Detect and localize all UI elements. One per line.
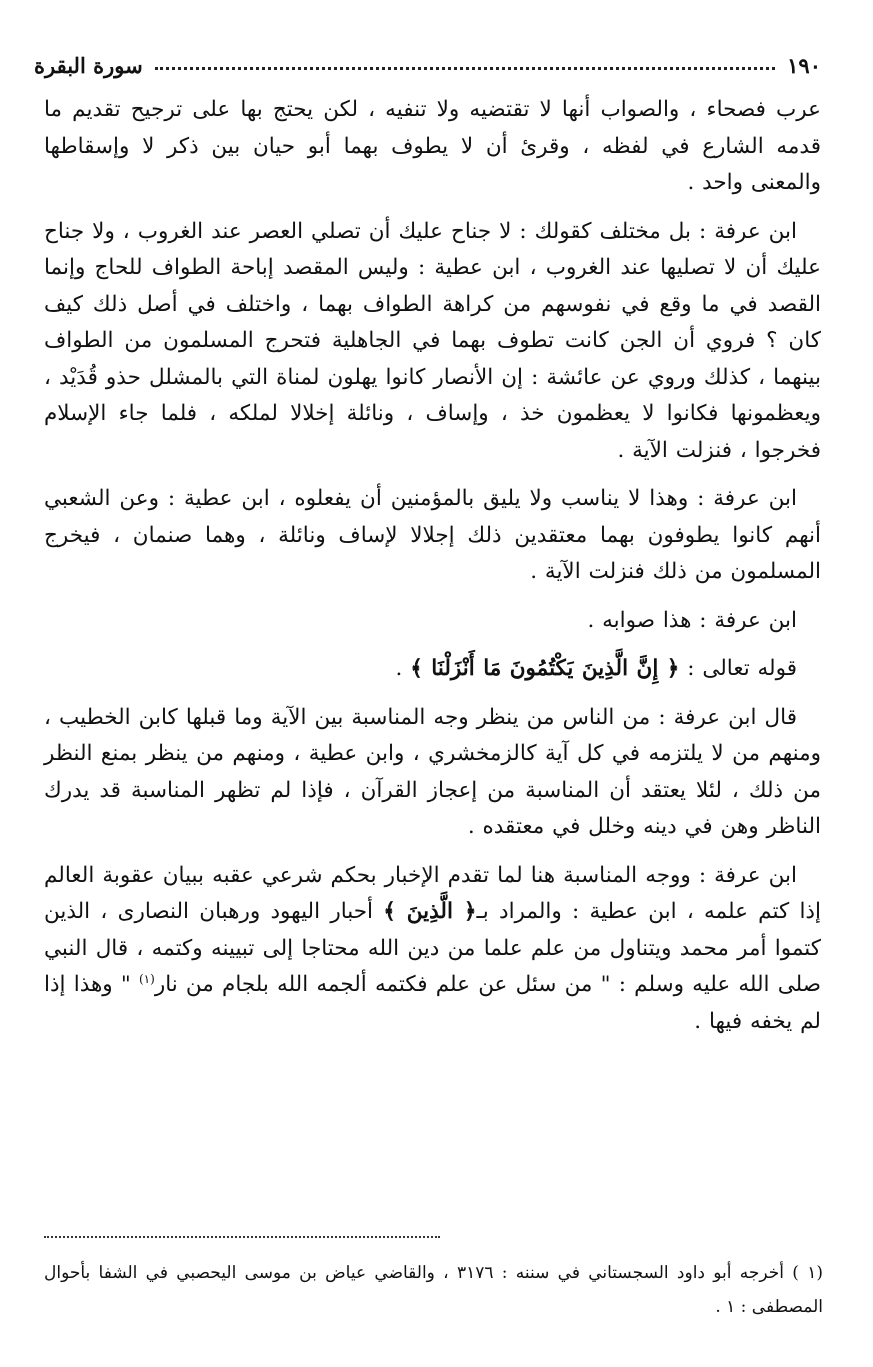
- verse-line-suffix: .: [395, 656, 411, 681]
- footnote-separator: [44, 1236, 440, 1238]
- paragraph-5: قال ابن عرفة : من الناس من ينظر وجه المناسبة بين الآية وما قبلها كابن الخطيب ، ومنهم من لا يلتزمه في كل آية كالزمخشري ، وابن عطية ، ومنهم من ينظر بمنع النظر من ذلك ، لئلا يعتقد أن المناسبة من إعجاز القرآن ، فإذا لم تظهر المناسبة قد يدرك الناظر وهن في دينه وخلل في معتقده .: [44, 704, 821, 839]
- paragraph-3: ابن عرفة : وهذا لا يناسب ولا يليق بالمؤمنين أن يفعلوه ، ابن عطية : وعن الشعبي أنهم كانوا يطوفون بهما معتقدين ذلك إجلالا لإساف ونائلة ، وهما صنمان ، فيخرج المسلمون من ذلك فنزلت الآية .: [44, 486, 821, 584]
- main-text: [44, 92, 821, 1052]
- verse-line-prefix: قوله تعالى :: [679, 656, 797, 681]
- paragraph-4: ابن عرفة : هذا صوابه .: [587, 607, 797, 633]
- footnote: (١ ) أخرجه أبو داود السجستاني في سننه : ٣١٧٦ ، والقاضي عياض بن موسى اليحصبي في الشفا بأحوال المصطفى : ١ .: [44, 1263, 823, 1317]
- surah-title: سورة البقرة: [34, 52, 143, 78]
- header-dotted-leader: [155, 67, 775, 70]
- footnote-marker: (١): [138, 971, 155, 986]
- paragraph-6-part-2: أحبار اليهود ورهبان النصارى ، الذين كتموا أمر محمد ويتناول من علم علما من دين الله محتاجا إلى تبيينه وكتمه ، قال النبي صلى الله عليه وسلم : " من سئل عن علم فكتمه ألجمه الله بلجام من نار: [44, 899, 821, 997]
- paragraph-6: [44, 858, 821, 1041]
- paragraph-1: عرب فصحاء ، والصواب أنها لا تقتضيه ولا تنفيه ، لكن يحتج بها على ترجيح تقديم ما قدمه الشارع في لفظه ، وقرئ أن لا يطوف بهما أبو حيان بين ذكر لا وإسقاطها والمعنى واحد .: [44, 97, 821, 195]
- running-header: [34, 48, 821, 82]
- quran-word: ﴿ الَّذِينَ ﴾: [383, 899, 477, 924]
- page-number: ١٩٠: [787, 52, 821, 78]
- paragraph-6-part-1: ابن عرفة : ووجه المناسبة هنا لما تقدم الإخبار بحكم شرعي عقبه ببيان عقوبة العالم إذا كتم علمه ، ابن عطية : والمراد بـ: [44, 862, 821, 924]
- verse-line: [44, 651, 821, 688]
- paragraph-2: ابن عرفة : بل مختلف كقولك : لا جناح عليك أن تصلي العصر عند الغروب ، ولا جناح عليك أن لا تصليها عند الغروب ، ابن عطية : وليس المقصد إباحة الطواف للحاج وإنما القصد في ما وقع في نفوسهم من كراهة الطواف بهما ، واختلف في أصل ذلك كيف كان ؟ فروي أن الجن كانت تطوف بهما في الجاهلية فتحرج المسلمون من الطواف بينهما ، كذلك وروي عن عائشة : إن الأنصار كانوا يهلون لمناة التي بالمشلل حذو قُدَيْد ، ويعظمونها فكانوا لا يعظمون خذ ، وإساف ، ونائلة إخلالا لملكه ، فلما جاء الإسلام فخرجوا ، فنزلت الآية .: [44, 218, 821, 463]
- quran-verse: ﴿ إِنَّ الَّذِينَ يَكْتُمُونَ مَا أَنْزَلْنَا ﴾: [410, 656, 680, 681]
- paragraph-6-part-3: " وهذا إذا لم يخفه فيها .: [44, 972, 821, 1034]
